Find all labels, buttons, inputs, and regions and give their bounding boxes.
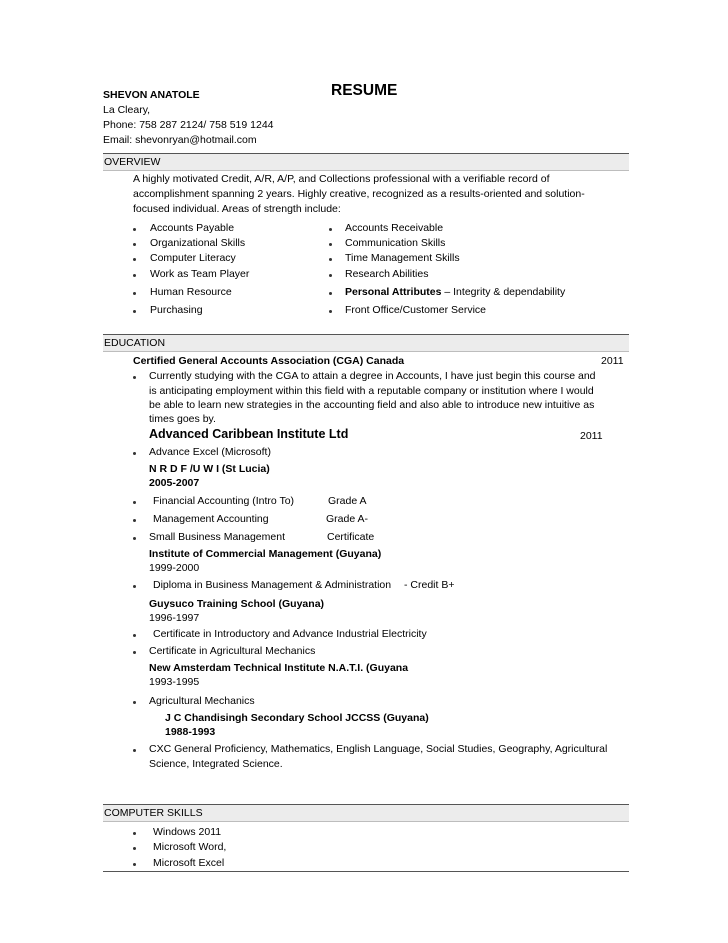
section-heading: COMPUTER SKILLS — [104, 807, 203, 819]
course-item: Certificate in Introductory and Advance Industrial Electricity — [153, 628, 427, 640]
bullet-icon — [133, 585, 136, 588]
course-item: Advance Excel (Microsoft) — [149, 446, 271, 458]
course-item: Management Accounting — [153, 513, 269, 525]
strength-item: Front Office/Customer Service — [345, 304, 487, 316]
bullet-icon — [133, 274, 136, 277]
skill-item: Microsoft Excel — [153, 857, 225, 869]
bullet-icon — [329, 310, 332, 313]
course-item: Certificate in Agricultural Mechanics — [149, 645, 316, 657]
bullet-icon — [133, 651, 136, 654]
applicant-name: SHEVON ANATOLE — [103, 89, 200, 101]
bullet-icon — [133, 537, 136, 540]
course-item: Small Business Management — [149, 531, 285, 543]
institution-title: New Amsterdam Technical Institute N.A.T.I. (Guyana — [149, 662, 409, 674]
course-grade: Grade A — [328, 495, 367, 507]
institution-year: 2011 — [580, 430, 603, 442]
personal-attributes — [345, 286, 565, 299]
strength-item: Communication Skills — [345, 237, 446, 249]
strength-item: Time Management Skills — [345, 252, 460, 264]
strength-item: Research Abilities — [345, 268, 429, 280]
bullet-icon — [133, 452, 136, 455]
bullet-icon — [133, 863, 136, 866]
institution-years: 1993-1995 — [149, 676, 200, 688]
bullet-icon — [133, 634, 136, 637]
bullet-icon — [133, 749, 136, 752]
skill-item: Microsoft Word, — [153, 841, 227, 853]
course-grade: Grade A- — [326, 513, 369, 525]
bullet-icon — [133, 243, 136, 246]
strength-item: Accounts Payable — [150, 222, 235, 234]
strength-item: Organizational Skills — [150, 237, 246, 249]
bottom-rule — [103, 871, 629, 872]
bullet-icon — [133, 376, 136, 379]
strength-item: Work as Team Player — [150, 268, 250, 280]
bullet-icon — [133, 258, 136, 261]
institution-title: N R D F /U W I (St Lucia) — [149, 463, 270, 475]
description-line: Science, Integrated Science. — [149, 758, 283, 770]
bullet-icon — [133, 847, 136, 850]
institution-years: 1988-1993 — [165, 726, 216, 738]
description-line: be able to learn new strategies in the accounting field and also able to introduce new intuitive as — [149, 399, 595, 411]
strength-item: Purchasing — [150, 304, 203, 316]
section-heading: EDUCATION — [104, 337, 166, 349]
course-grade: - Credit B+ — [404, 579, 455, 591]
course-grade: Certificate — [327, 531, 375, 543]
overview-line: accomplishment spanning 2 years. Highly creative, recognized as a results-oriented and solution- — [133, 188, 585, 200]
address: La Cleary, — [103, 104, 151, 116]
description-line: times goes by. — [149, 413, 216, 425]
institution-year: 2011 — [601, 355, 624, 367]
bullet-icon — [329, 292, 332, 295]
institution-title: Advanced Caribbean Institute Ltd — [149, 427, 349, 441]
course-item: Diploma in Business Management & Administration — [153, 579, 392, 591]
bullet-icon — [133, 292, 136, 295]
institution-title: Institute of Commercial Management (Guyana) — [149, 548, 382, 560]
bullet-icon — [329, 228, 332, 231]
institution-title: Guysuco Training School (Guyana) — [149, 598, 325, 610]
education-section-header — [103, 334, 629, 352]
computer-skills-section-header — [103, 804, 629, 822]
strength-item: Computer Literacy — [150, 252, 236, 264]
bullet-icon — [329, 274, 332, 277]
description-line: is anticipating employment within this field with a reputable company or institution where I would — [149, 385, 594, 397]
description-line: Currently studying with the CGA to attain a degree in Accounts, I have just begin this course and — [149, 370, 596, 382]
institution-title: Certified General Accounts Association (CGA) Canada — [133, 355, 405, 367]
institution-years: 2005-2007 — [149, 477, 200, 489]
bullet-icon — [133, 701, 136, 704]
bullet-icon — [329, 243, 332, 246]
overview-line: A highly motivated Credit, A/R, A/P, and Collections professional with a verifiable record of — [133, 173, 550, 185]
personal-attributes-value: – Integrity & dependability — [441, 286, 566, 298]
strength-item: Human Resource — [150, 286, 232, 298]
bullet-icon — [133, 832, 136, 835]
section-heading: OVERVIEW — [104, 156, 161, 168]
bullet-icon — [133, 228, 136, 231]
course-item: Financial Accounting (Intro To) — [153, 495, 295, 507]
bullet-icon — [133, 501, 136, 504]
document-title: RESUME — [331, 82, 398, 99]
institution-years: 1996-1997 — [149, 612, 200, 624]
bullet-icon — [329, 258, 332, 261]
phone: Phone: 758 287 2124/ 758 519 1244 — [103, 119, 274, 131]
institution-years: 1999-2000 — [149, 562, 200, 574]
overview-line: focused individual. Areas of strength include: — [133, 203, 341, 215]
bullet-icon — [133, 310, 136, 313]
personal-attributes-label: Personal Attributes — [345, 286, 442, 298]
course-item: Agricultural Mechanics — [149, 695, 255, 707]
email: Email: shevonryan@hotmail.com — [103, 134, 257, 146]
institution-title: J C Chandisingh Secondary School JCCSS (Guyana) — [165, 712, 429, 724]
bullet-icon — [133, 519, 136, 522]
skill-item: Windows 2011 — [153, 826, 222, 838]
description-line: CXC General Proficiency, Mathematics, English Language, Social Studies, Geography, Agricultural — [149, 743, 608, 755]
strength-item: Accounts Receivable — [345, 222, 444, 234]
overview-section-header — [103, 153, 629, 171]
